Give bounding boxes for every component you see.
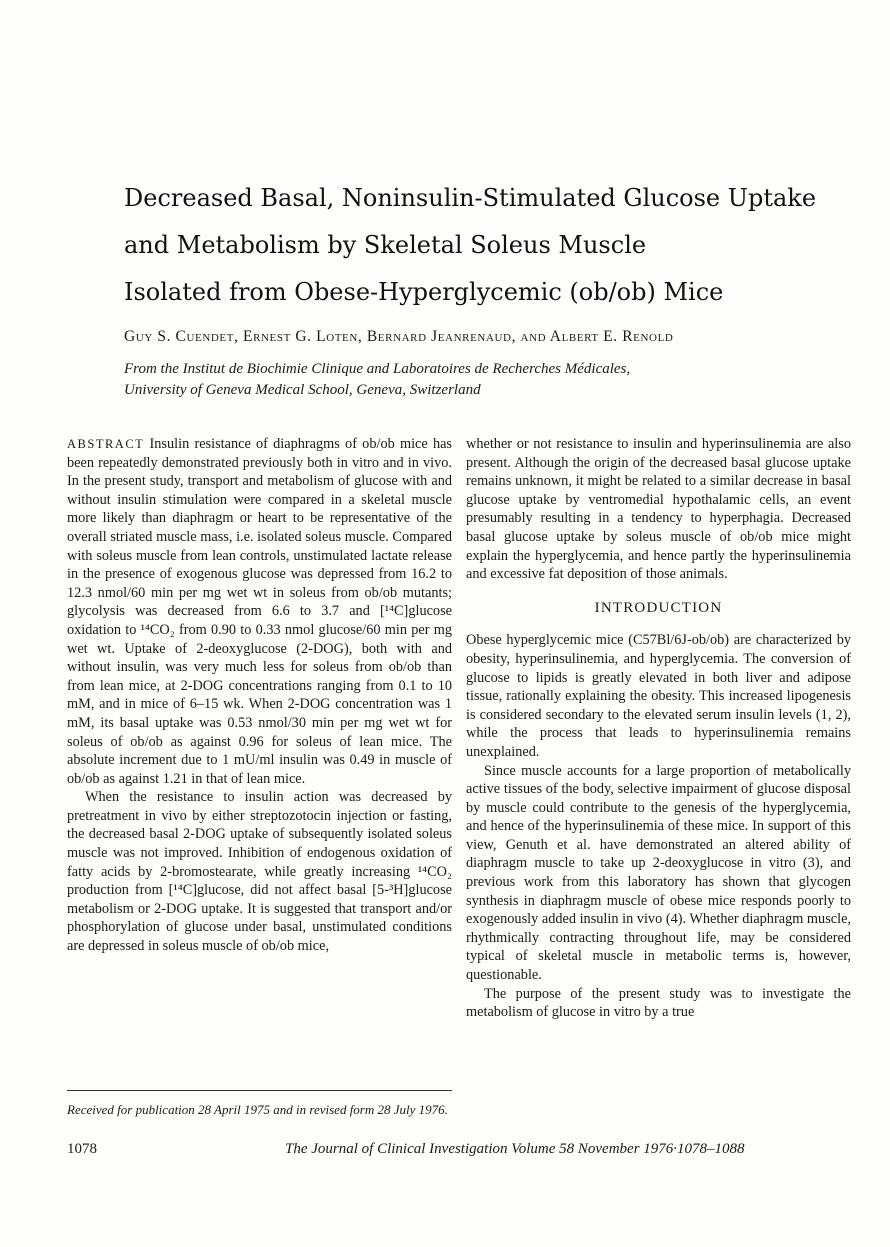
received-footnote: Received for publication 28 April 1975 and in revised form 28 July 1976. <box>67 1090 452 1118</box>
introduction-paragraph-2: Since muscle accounts for a large proportion of metabolically active tissues of the body, selective impairment of glucose disposal by muscle could contribute to the genesis of the hyperglycemia, and hence of the hyperinsulinemia of these mice. In support of this view, Genuth et al. have demonstrated an altered ability of diaphragm muscle to take up 2-deoxyglucose in vitro (3), and previous work from this laboratory has shown that glycogen synthesis in diaphragm muscle of obese mice responds poorly to exogenously added insulin in vivo (4). Whether diaphragm muscle, rhythmically contracting throughout life, may be considered typical of skeletal muscle in metabolic terms is, however, questionable. <box>466 762 851 984</box>
left-column <box>67 435 452 956</box>
journal-citation: The Journal of Clinical Investigation Volume 58 November 1976·1078–1088 <box>285 1141 745 1157</box>
author-list: Guy S. Cuendet, Ernest G. Loten, Bernard Jeanrenaud, and Albert E. Renold <box>124 328 674 345</box>
introduction-paragraph-3: The purpose of the present study was to investigate the metabolism of glucose in vitro by a true <box>466 985 851 1021</box>
title-line-1: Decreased Basal, Noninsulin-Stimulated Glucose Uptake <box>124 184 817 212</box>
affiliation-line-1: From the Institut de Biochimie Clinique and Laboratoires de Recherches Médicales, <box>124 361 631 377</box>
affiliation-line-2: University of Geneva Medical School, Geneva, Switzerland <box>124 382 481 398</box>
abstract-paragraph-1 <box>67 435 452 788</box>
affiliation <box>124 359 864 401</box>
right-column <box>466 435 851 1022</box>
title-line-2: and Metabolism by Skeletal Soleus Muscle <box>124 231 647 259</box>
article-title <box>124 175 864 316</box>
title-line-3: Isolated from Obese-Hyperglycemic (ob/ob) Mice <box>124 278 724 306</box>
introduction-heading: INTRODUCTION <box>594 599 723 616</box>
abstract-text-1: Insulin resistance of diaphragms of ob/ob mice has been repeatedly demonstrated previously both in vitro and in vivo. In the present study, transport and metabolism of glucose with and without insulin stimulation were compared in a skeletal muscle more likely than diaphragm or heart to be representative of the overall striated muscle mass, i.e. isolated soleus muscle. Compared with soleus muscle from lean controls, unstimulated lactate release in the presence of exogenous glucose was depressed from 16.2 to 12.3 nmol/60 min per mg wet wt in soleus from ob/ob mutants; glycolysis was decreased from 6.6 to 3.7 and [¹⁴C]glucose oxidation to ¹⁴CO₂ from 0.90 to 0.33 nmol glucose/60 min per mg wet wt. Uptake of 2-deoxyglucose (2-DOG), both with and without insulin, was very much less for soleus from ob/ob than from lean mice, at 2-DOG concentrations ranging from 0.1 to 10 mM, and in mice of 6–15 wk. When 2-DOG concentration was 1 mM, its basal uptake was 0.53 nmol/30 min per mg wet wt for soleus of ob/ob as against 0.96 for soleus of lean mice. The absolute increment due to 1 mU/ml insulin was 0.49 in muscle of ob/ob as against 1.21 in that of lean mice. <box>67 436 452 787</box>
introduction-paragraph-1: Obese hyperglycemic mice (C57Bl/6J-ob/ob) are characterized by obesity, hyperinsulinemia, and hyperglycemia. The conversion of glucose to lipids is greatly elevated in both liver and adipose tissue, rationally explaining the obesity. This increased lipogenesis is considered secondary to the elevated serum insulin levels (1, 2), while the process that leads to hyperinsulinemia remains unexplained. <box>466 632 851 760</box>
page-number: 1078 <box>67 1141 97 1157</box>
abstract-label: ABSTRACT <box>67 437 145 451</box>
abstract-paragraph-2: When the resistance to insulin action was decreased by pretreatment in vivo by either streptozotocin injection or fasting, the decreased basal 2-DOG uptake of subsequently isolated soleus muscle was not improved. Inhibition of endogenous oxidation of fatty acids by 2-bromostearate, while greatly increasing ¹⁴CO₂ production from [¹⁴C]glucose, did not affect basal [5-³H]glucose metabolism or 2-DOG uptake. It is suggested that transport and/or phosphorylation of glucose under basal, unstimulated conditions are depressed in soleus muscle of ob/ob mice, <box>67 789 452 955</box>
abstract-paragraph-3: whether or not resistance to insulin and hyperinsulinemia are also present. Although the origin of the decreased basal glucose uptake remains unknown, it might be related to a similar decrease in basal glucose uptake by ventromedial hypothalamic cells, an event presumably resulting in a tendency to hyperphagia. Decreased basal glucose uptake by soleus muscle of ob/ob mice might explain the hyperglycemia, and hence partly the hyperinsulinemia and excessive fat deposition of those animals. <box>466 436 851 583</box>
